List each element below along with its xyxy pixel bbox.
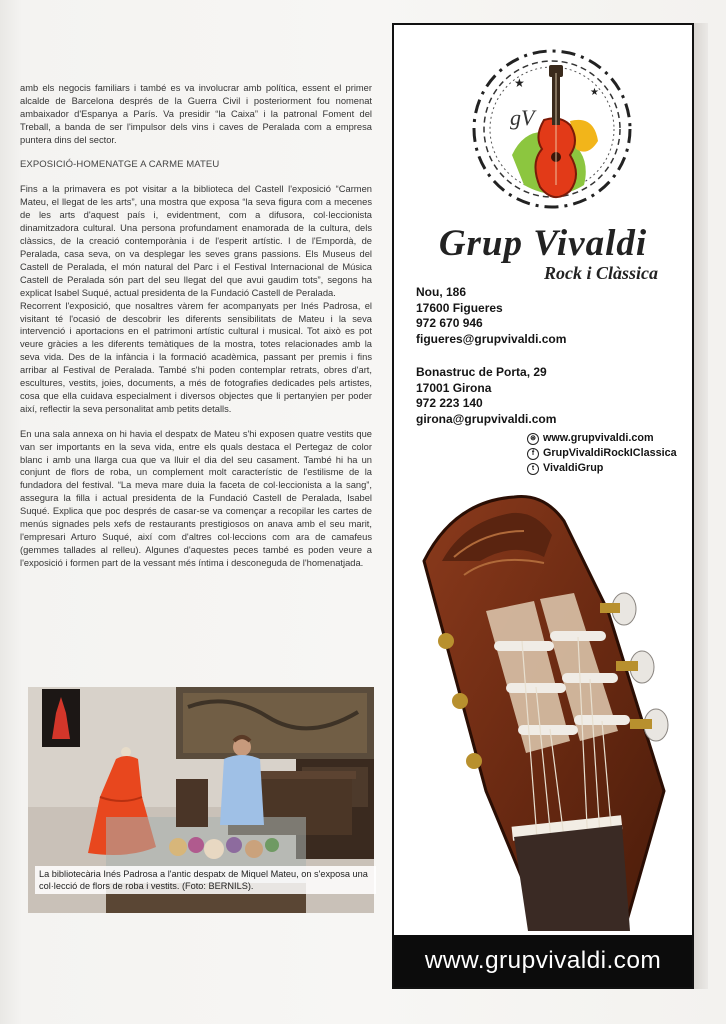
article-paragraph-2: Recorrent l'exposició, que nosaltres vàrem fer acompanyats per Inés Padrosa, el visitant té l'ocasió de descobrir les diferents sensibilitats de Mateu i la seva intervenció i aportacions en el patrimoni artístic cultural i musical. Tot això es pot veure gràcies a les diferents temàtiques de la mostra, totes relacionades amb la seva vida. Des de la infància i la formació acadèmica, passant per premis i fins arribar al Festival de Peralada. També s'hi poden contemplar retrats, obres d'art, escultures, vestits, joies, documents, a més de fotografies dedicades pels artistes, cosa que ella cuidava especialment i diversos objectes que li pertanyien per poder així, reflectir la seva personalitat amb petits detalls.	[20, 300, 372, 414]
store-girona-phone: 972 223 140	[416, 396, 483, 410]
brand-name: Grup Vivaldi	[438, 223, 648, 264]
grup-vivaldi-advertisement	[392, 23, 694, 989]
footer-website-url[interactable]: www.grupvivaldi.com	[394, 935, 692, 987]
social-links	[527, 431, 677, 476]
svg-text:★: ★	[514, 76, 525, 90]
social-twitter-row	[527, 461, 677, 476]
store-girona-email: girona@grupvivaldi.com	[416, 411, 557, 426]
twitter-icon: t	[527, 463, 539, 475]
facebook-icon: f	[527, 448, 539, 460]
article-column	[20, 82, 372, 570]
social-web: www.grupvivaldi.com	[543, 432, 654, 444]
article-paragraph-1: Fins a la primavera es pot visitar a la biblioteca del Castell l'exposició “Carmen Mateu, el llegat de les arts”, una mostra que exposa “la seva figura com a mecenes de les arts d'aquest país i, evidentment, com a difusora, col·leccionista dinamitzadora cultural. Una persona profundament enamorada de la cultura, dels clàssics, de la creació contemporània i de l'esperit artístic. I de l'Empordà, de Peralada, casa seva, on va desplegar les seves grans passions. Els Museus del Castell de Peralada, el món natural del Parc i el Festival Internacional de Música Castell de Peralada són part del seu llegat del que avui gaudim tots”, segons ha explicat Isabel Suqué, actual presidenta de la Fundació Castell de Peralada.	[20, 184, 372, 298]
store-figueres-email: figueres@grupvivaldi.com	[416, 331, 567, 346]
adjacent-page-edge	[694, 23, 708, 989]
grup-vivaldi-logo	[394, 25, 692, 235]
store-figueres-phone: 972 670 946	[416, 316, 483, 330]
photo-caption: La bibliotecària Inés Padrosa a l'antic despatx de Miquel Mateu, on s'exposa una col·lecció de flors de roba i vestits. (Foto: BERNILS).	[35, 866, 376, 894]
store-girona-street: Bonastruc de Porta, 29	[416, 365, 547, 379]
store-figueres-street: Nou, 186	[416, 285, 467, 299]
store-girona-city: 17001 Girona	[416, 380, 492, 395]
store-girona	[416, 365, 556, 427]
section-heading: EXPOSICIÓ-HOMENATGE A CARME MATEU	[20, 158, 220, 170]
brand-tagline: Rock i Clàssica	[543, 263, 658, 283]
guitar-headstock-illustration	[394, 491, 692, 931]
svg-text:★: ★	[590, 87, 599, 98]
social-facebook-row	[527, 446, 677, 461]
globe-icon: ⊛	[527, 433, 539, 445]
social-facebook: GrupVivaldiRockIClassica	[543, 447, 677, 459]
store-figueres-city: 17600 Figueres	[416, 300, 503, 315]
store-figueres	[416, 285, 566, 347]
article-paragraph-3: En una sala annexa on hi havia el despatx de Mateu s'hi exposen quatre vestits que van ser importants en la seva vida, entre els quals destaca el Pertegaz de color blanc i amb una llarga cua que va lluir el dia del seu casament. També hi ha un conjunt de flors de roba, un complement molt característic de l'estilisme de la fundadora del festival. “La meva mare duia la faceta de col·leccionista a la sang”, assegura la filla i actual presidenta de la Fundació Castell de Peralada, Isabel Suqué. Explica que poc després de casar-se va començar a recopilar les cartes de menús signades pels xefs de restaurants prestigiosos on anava amb el seu marit, l'empresari Arturo Suqué, així com d'altres col·leccions com ara de camafeus (gemmes tallades al relleu). Algunes d'aquestes peces també es poden veure a l'exposició i formen part de la vessant més íntima i desconeguda de l'homenatjada.	[20, 428, 372, 568]
article-intro-paragraph: amb els negocis familiars i també es va involucrar amb política, essent el primer alcalde de Barcelona després de la Guerra Civil i posteriorment fou nomenat ambaixador d'Espanya a París. Va presidir “la Caixa” i la patronal Foment del Treball, a banda de ser l'impulsor dels vins i caves de Peralada com a empresa puntera dins del sector.	[20, 83, 372, 145]
social-twitter: VivaldiGrup	[543, 462, 604, 474]
logo-initials: gV	[510, 105, 535, 130]
social-web-row	[527, 431, 677, 446]
